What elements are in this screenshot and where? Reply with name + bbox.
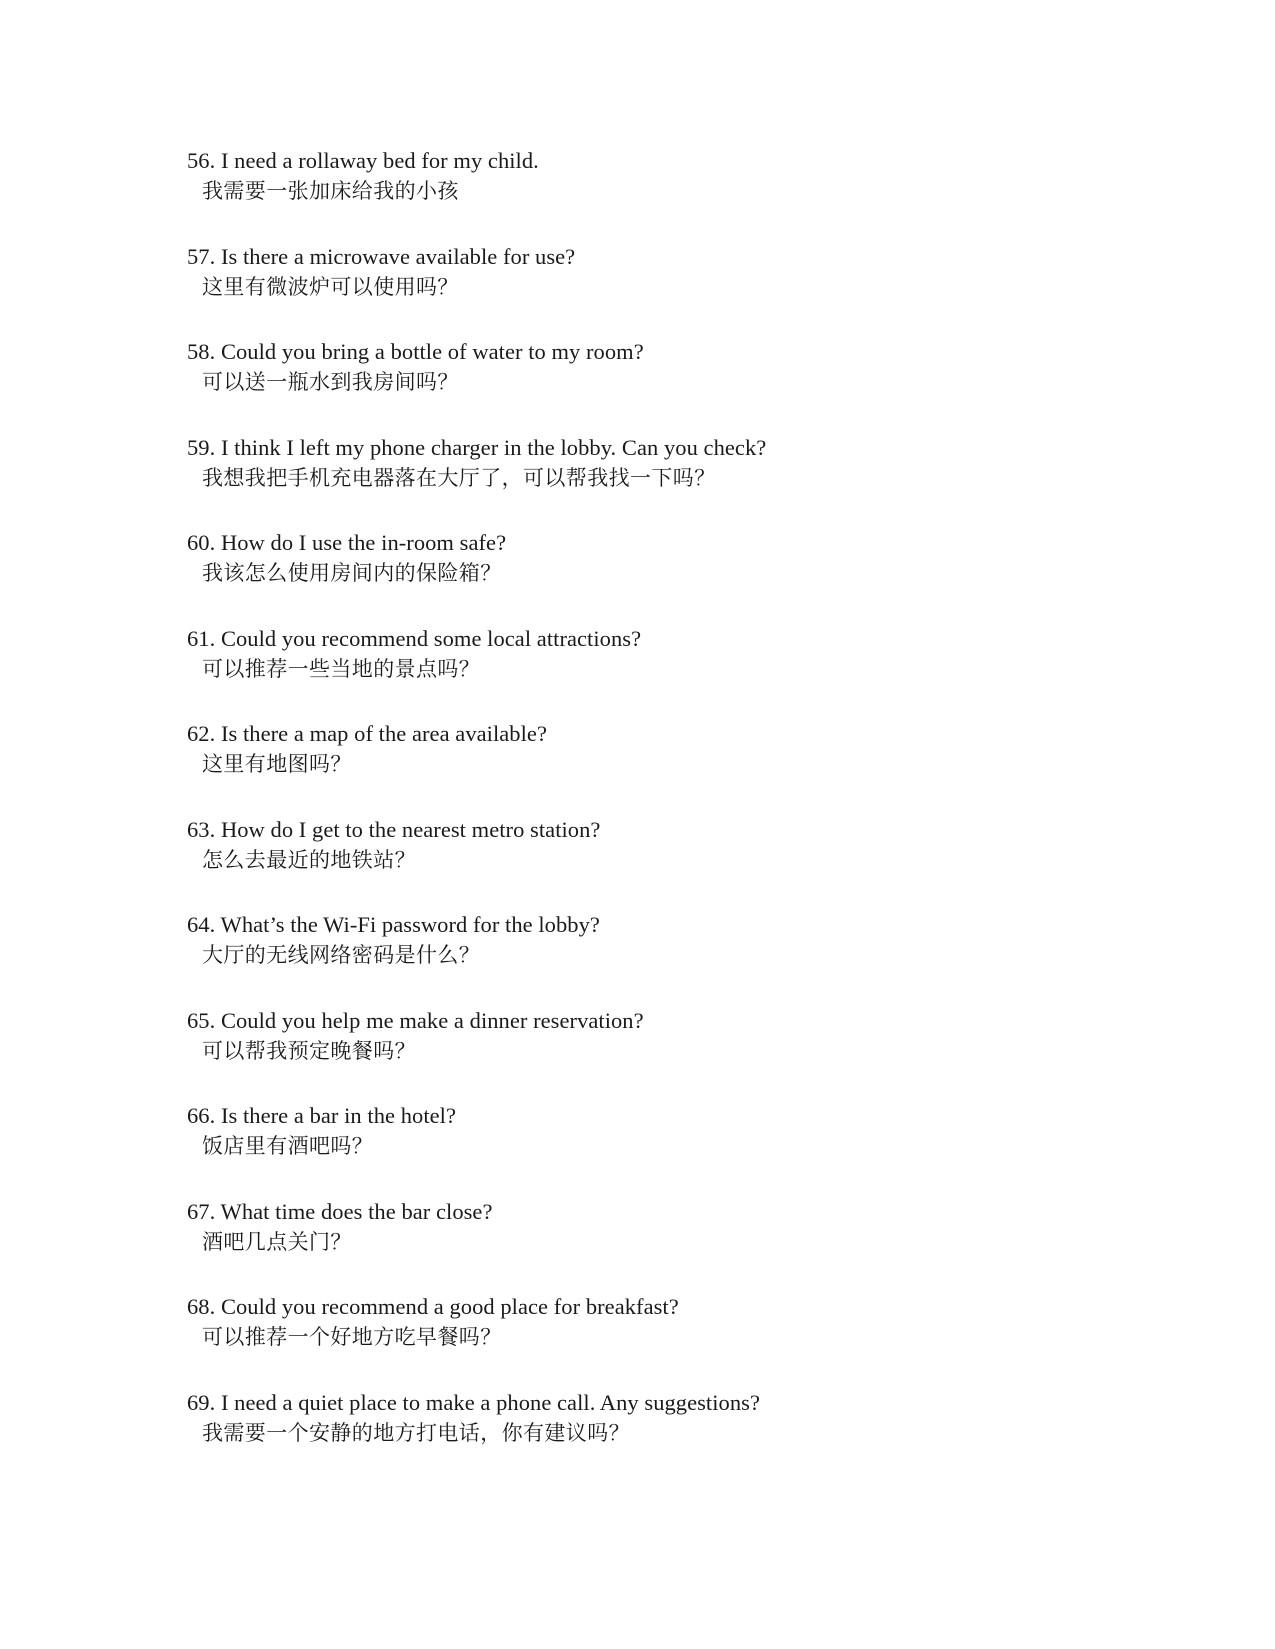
english-phrase: 60. How do I use the in-room safe? (187, 530, 507, 555)
phrase-entry (187, 1101, 1107, 1197)
chinese-translation: 我需要一张加床给我的小孩 (202, 179, 459, 203)
chinese-translation: 大厅的无线网络密码是什么？ (202, 943, 481, 967)
english-phrase: 59. I think I left my phone charger in the lobby. Can you check? (187, 434, 767, 460)
english-phrase: 58. Could you bring a bottle of water to my room? (187, 339, 644, 364)
phrase-entry (187, 1197, 1107, 1293)
phrase-entry (187, 146, 1107, 242)
chinese-translation: 我该怎么使用房间内的保险箱？ (202, 561, 502, 585)
phrase-entry (187, 433, 1107, 529)
english-phrase: 68. Could you recommend a good place for breakfast? (187, 1294, 679, 1319)
phrase-entry (187, 719, 1107, 815)
chinese-translation: 可以推荐一些当地的景点吗？ (202, 656, 481, 681)
phrase-entry (187, 1292, 1107, 1388)
english-phrase: 64. What’s the Wi-Fi password for the lobby? (187, 912, 600, 937)
chinese-translation: 这里有地图吗？ (202, 752, 352, 776)
phrase-entry (187, 624, 1107, 720)
chinese-translation: 可以送一瓶水到我房间吗？ (202, 370, 459, 394)
phrase-entry (187, 1006, 1107, 1102)
english-phrase: 62. Is there a map of the area available? (187, 721, 547, 746)
chinese-translation: 怎么去最近的地铁站？ (202, 847, 416, 872)
phrase-entry (187, 337, 1107, 433)
english-phrase: 66. Is there a bar in the hotel? (187, 1103, 456, 1128)
english-phrase: 65. Could you help me make a dinner reservation? (187, 1007, 644, 1033)
phrase-entry (187, 242, 1107, 338)
chinese-translation: 可以推荐一个好地方吃早餐吗？ (202, 1325, 502, 1349)
chinese-translation: 这里有微波炉可以使用吗？ (202, 274, 459, 299)
phrase-list (187, 146, 1107, 1483)
chinese-translation: 我想我把手机充电器落在大厅了，可以帮我找一下吗？ (202, 465, 716, 490)
english-phrase: 57. Is there a microwave available for use? (187, 243, 576, 269)
chinese-translation: 可以帮我预定晚餐吗？ (202, 1038, 416, 1063)
chinese-translation: 酒吧几点关门？ (202, 1229, 352, 1254)
chinese-translation: 饭店里有酒吧吗？ (202, 1134, 374, 1158)
phrase-entry (187, 910, 1107, 1006)
english-phrase: 69. I need a quiet place to make a phone call. Any suggestions? (187, 1389, 760, 1415)
phrase-entry (187, 1388, 1107, 1484)
english-phrase: 56. I need a rollaway bed for my child. (187, 148, 539, 173)
chinese-translation: 我需要一个安静的地方打电话，你有建议吗？ (202, 1420, 630, 1445)
phrase-entry (187, 815, 1107, 911)
english-phrase: 61. Could you recommend some local attractions? (187, 625, 642, 651)
english-phrase: 67. What time does the bar close? (187, 1198, 493, 1224)
english-phrase: 63. How do I get to the nearest metro station? (187, 816, 601, 842)
phrase-entry (187, 528, 1107, 624)
